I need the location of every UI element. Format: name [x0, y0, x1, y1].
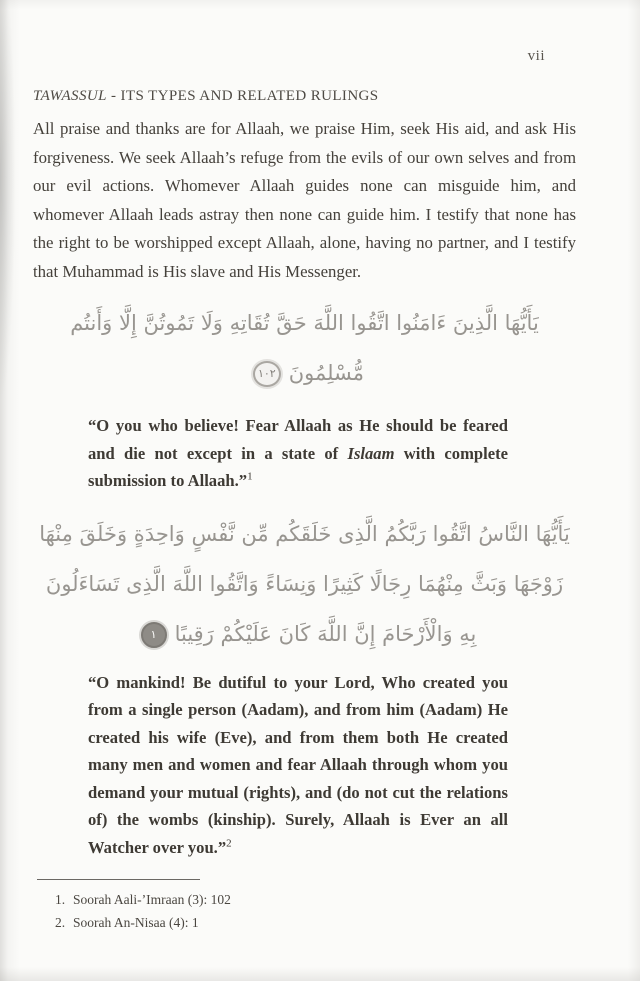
- chapter-title-rest: - ITS TYPES AND RELATED RULINGS: [106, 88, 379, 104]
- footnote-number: 2.: [55, 915, 66, 930]
- arabic-verse-2: [33, 509, 576, 659]
- footnote-text: Soorah Aali-’Imraan (3): 102: [73, 892, 231, 907]
- page-number: vii: [527, 48, 545, 64]
- footnote-divider: [37, 879, 200, 880]
- translation-quote-1: [88, 412, 508, 495]
- footnote-list: [33, 888, 576, 934]
- footnote-number: 1.: [55, 892, 66, 907]
- arabic-verse-2-line-3: [33, 609, 576, 659]
- arabic-verse-1-line-1: يَأَيُّهَا الَّذِينَ ءَامَنُوا اتَّقُوا اللَّهَ حَقَّ تُقَاتِهِ وَلَا تَمُوتُنَّ إِلَّا وَأَنتُم: [70, 311, 539, 335]
- intro-paragraph: All praise and thanks are for Allaah, we praise Him, seek His aid, and ask His forgiveness. We seek Allaah’s refuge from the evils of our own selves and from our evil actions. Whomever Allaah guides none can misguide him, and whomever Allaah leads astray then none can guide him. I testify that none has the right to be worshipped except Allaah, alone, having no partner, and I testify that Muhammad is His slave and His Messenger.: [33, 119, 576, 281]
- quote-1-text-start: “O you who believe! Fear Allaah as He should be feared and die not except in a state of: [88, 416, 508, 463]
- quote-1-italic-word: Islaam: [347, 443, 395, 463]
- arabic-verse-2-line-2: زَوْجَهَا وَبَثَّ مِنْهُمَا رِجَالًا كَثِيرًا وَنِسَاءً وَاتَّقُوا اللَّهَ الَّذِى تَسَاءَلُونَ: [45, 571, 564, 596]
- arabic-verse-1-line-2: [33, 348, 576, 398]
- arabic-verse-2-line-1: يَأَيُّهَا النَّاسُ اتَّقُوا رَبَّكُمُ الَّذِى خَلَقَكُم مِّن نَّفْسٍ وَاحِدَةٍ وَخَلَقَ مِنْهَا: [39, 521, 570, 546]
- verse-end-marker-icon: [141, 622, 167, 648]
- footnote-ref-2: 2: [226, 836, 232, 849]
- arabic-verse-2-line-3-text: بِهِ وَالْأَرْحَامَ إِنَّ اللَّهَ كَانَ عَلَيْكُمْ رَقِيبًا: [174, 621, 477, 646]
- chapter-title-italic: TAWASSUL: [33, 88, 107, 104]
- footnote-ref-1: 1: [247, 470, 253, 483]
- verse-end-marker-icon: [253, 361, 281, 387]
- footnote-item: [55, 888, 576, 911]
- quote-2-text: “O mankind! Be dutiful to your Lord, Who created you from a single person (Aadam), and from him (Aadam) He created his wife (Eve), and from them both He created many men and women and fear Allaah through whom you demand your mutual (rights), and (do not cut the relations of) the wombs (kinship). Surely, Allaah is Ever an all Watcher over you.”: [88, 672, 508, 857]
- quote-1-text-end: with complete submission to Allaah.”: [88, 443, 508, 490]
- arabic-verse-1-line-2-text: مُّسْلِمُونَ: [288, 361, 365, 385]
- footnote-item: [55, 911, 576, 934]
- verse-2-number: ١: [150, 627, 157, 641]
- footnote-text: Soorah An-Nisaa (4): 1: [73, 915, 199, 930]
- translation-quote-2: [88, 669, 508, 862]
- chapter-header: [33, 88, 576, 105]
- verse-1-number: ١٠٢: [257, 367, 276, 380]
- arabic-verse-1: [33, 298, 576, 398]
